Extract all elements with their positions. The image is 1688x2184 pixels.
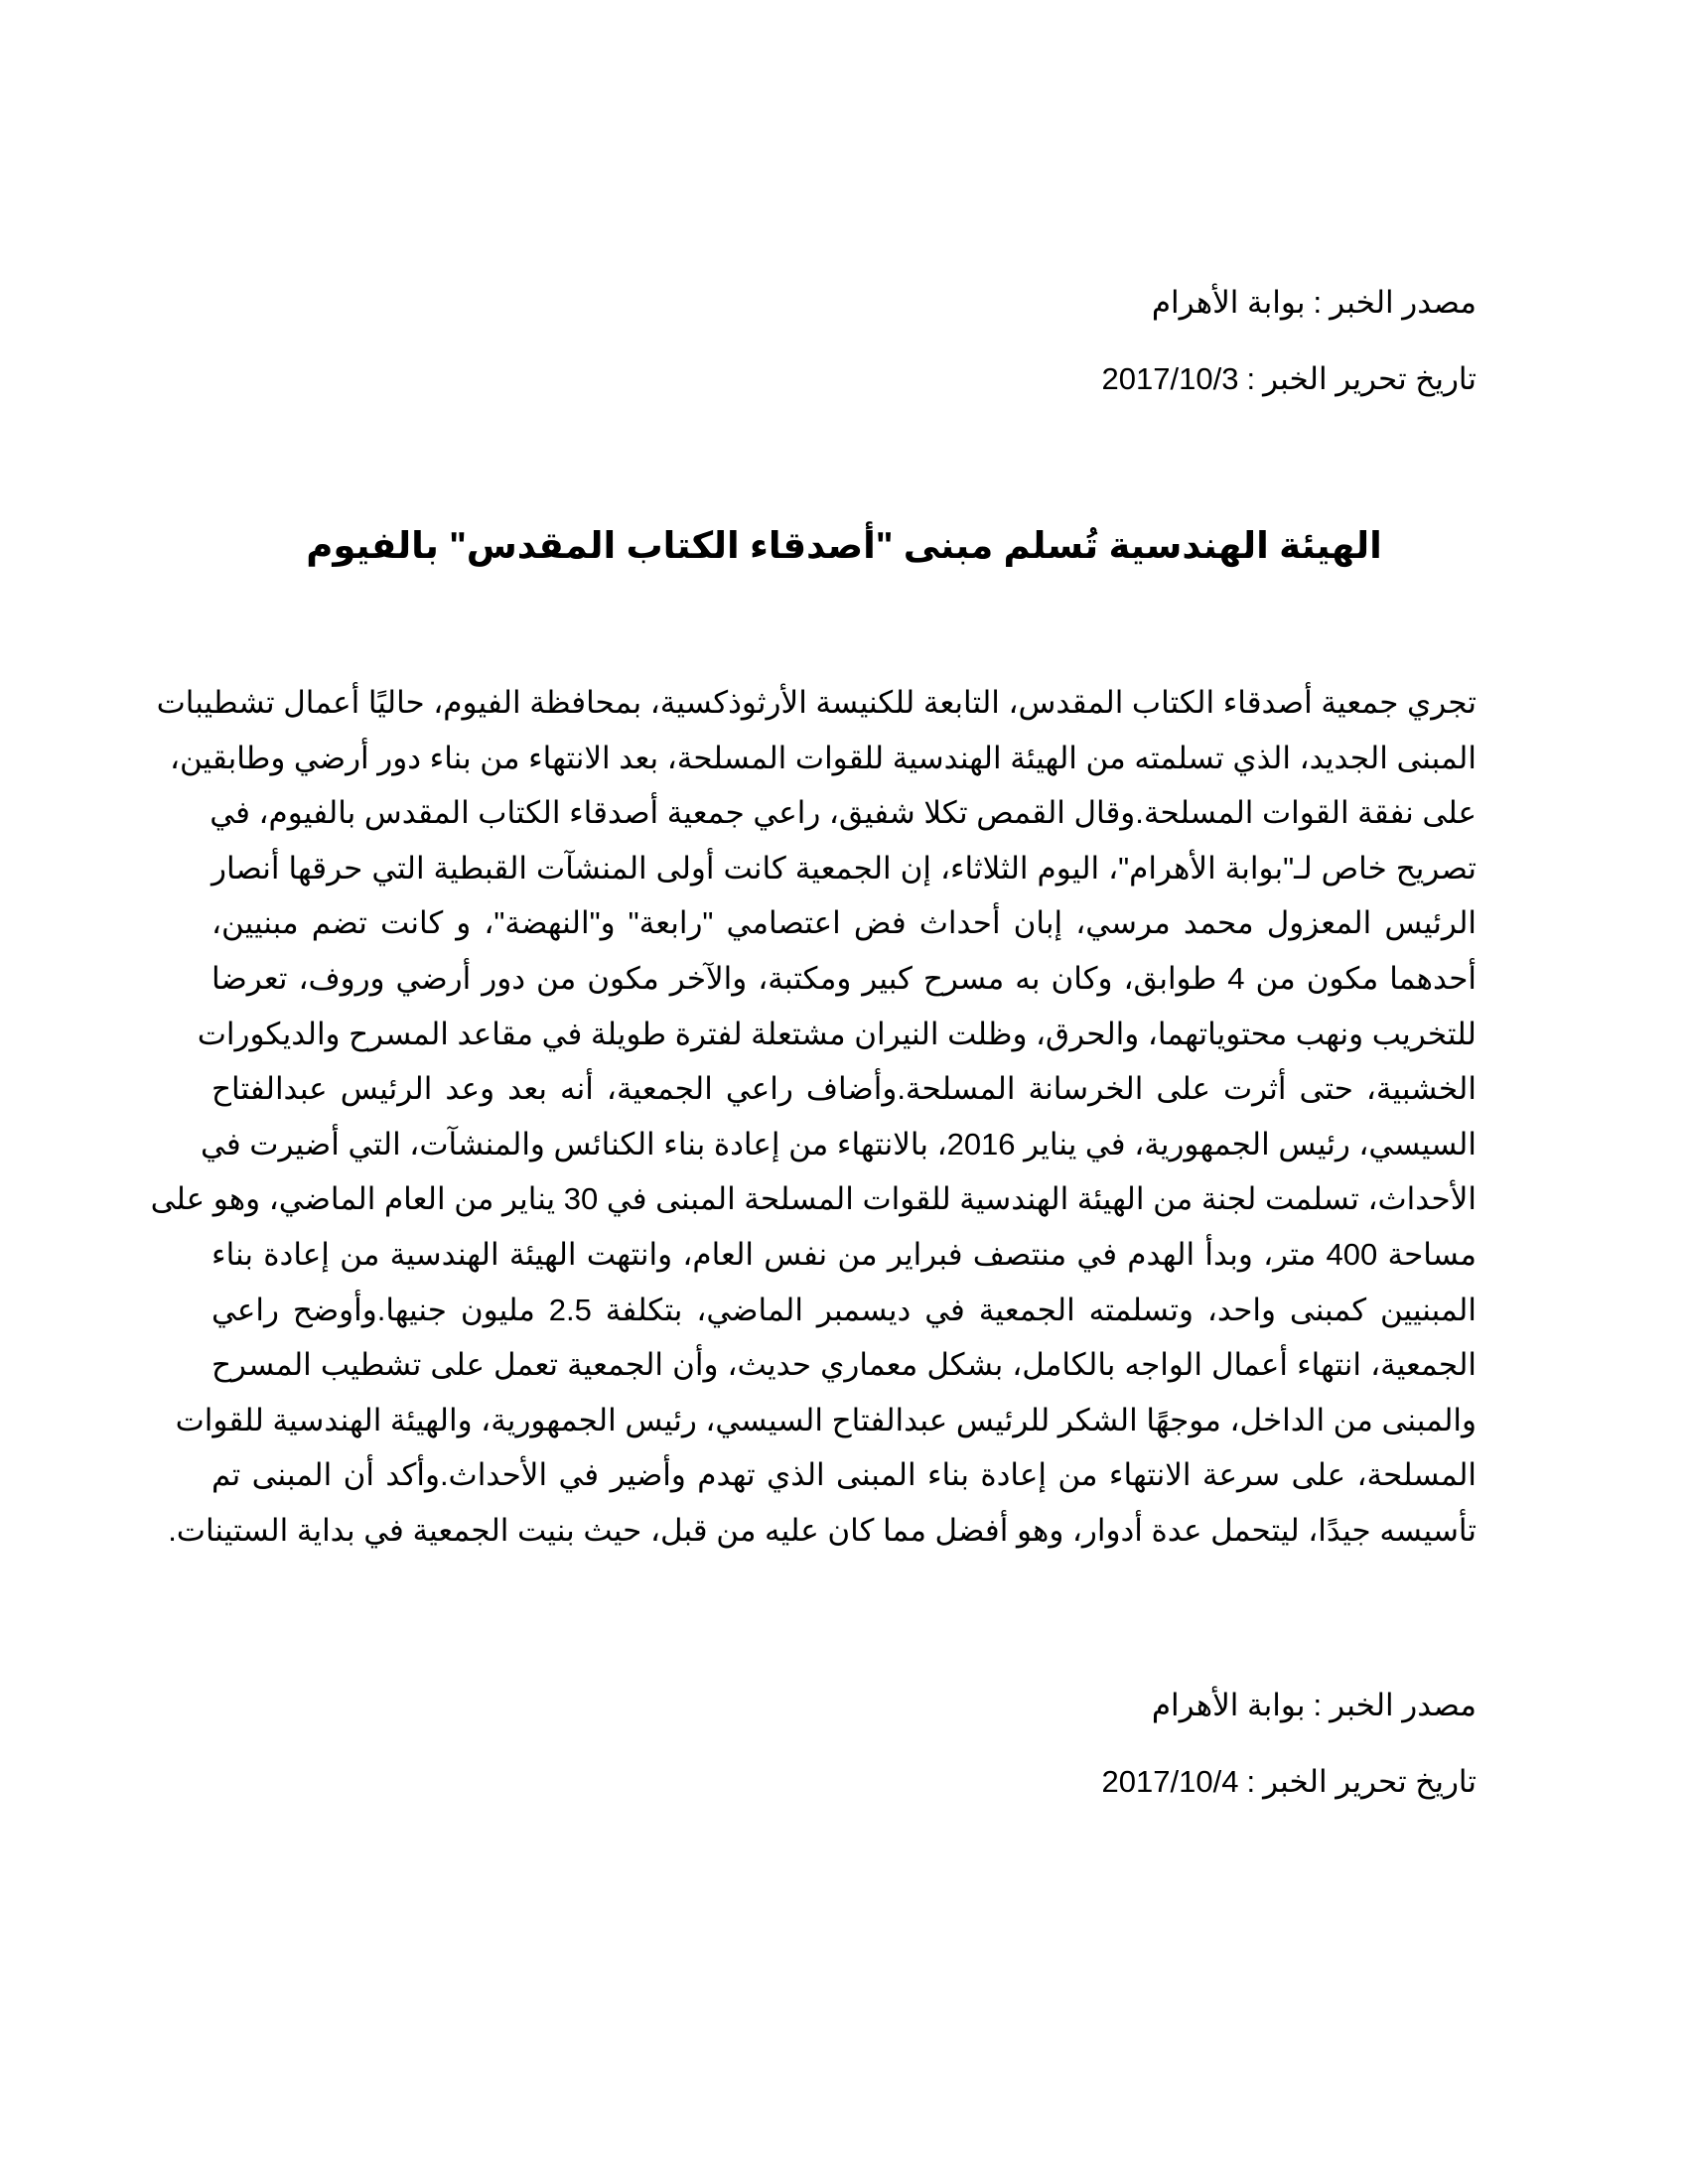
footer-date-label: تاريخ تحرير الخبر	[1263, 1764, 1477, 1799]
header-date-value: 2017/10/3	[1101, 361, 1239, 396]
footer-date-line	[1102, 1762, 1477, 1802]
header-source-line	[1152, 283, 1477, 323]
article-body-line: على نفقة القوات المسلحة.وقال القمص تكلا شفيق، راعي جمعية أصدقاء الكتاب المقدس بالفيوم، في	[210, 795, 1477, 831]
header-date-separator: :	[1246, 361, 1256, 396]
article-body-line: تصريح خاص لـ"بوابة الأهرام"، اليوم الثلاثاء، إن الجمعية كانت أولى المنشآت القبطية التي حرقها أنصار	[211, 850, 1477, 886]
header-source-value: بوابة الأهرام	[1151, 285, 1306, 320]
article-body-line: المبنيين كمبنى واحد، وتسلمته الجمعية في ديسمبر الماضي، بتكلفة 2.5 مليون جنيها.وأوضح راعي	[211, 1292, 1477, 1327]
footer-source-line	[1152, 1686, 1477, 1725]
footer-source-separator: :	[1313, 1688, 1323, 1722]
footer-source-value: بوابة الأهرام	[1151, 1688, 1306, 1722]
article-body-line: مساحة 400 متر، وبدأ الهدم في منتصف فبراير من نفس العام، وانتهت الهيئة الهندسية من إعادة بناء	[211, 1236, 1477, 1272]
article-title: الهيئة الهندسية تُسلم مبنى "أصدقاء الكتاب المقدس" بالفيوم	[306, 525, 1382, 566]
article-body-line: أحدهما مكون من 4 طوابق، وكان به مسرح كبير ومكتبة، والآخر مكون من دور أرضي وروف، تعرضا	[211, 960, 1477, 996]
article-body-line: الأحداث، تسلمت لجنة من الهيئة الهندسية للقوات المسلحة المبنى في 30 يناير من العام الماضي، وهو على	[150, 1181, 1477, 1217]
article-body-line: والمبنى من الداخل، موجهًا الشكر للرئيس عبدالفتاح السيسي، رئيس الجمهورية، والهيئة الهندسية للقوات	[175, 1402, 1477, 1437]
header-date-line	[1102, 359, 1477, 399]
footer-source-label: مصدر الخبر	[1330, 1688, 1477, 1722]
article-body-line: الجمعية، انتهاء أعمال الواجه بالكامل، بشكل معماري حديث، وأن الجمعية تعمل على تشطيب المسرح	[211, 1347, 1477, 1383]
article-body-line: الخشبية، حتى أثرت على الخرسانة المسلحة.وأضاف راعي الجمعية، أنه بعد وعد الرئيس عبدالفتاح	[211, 1071, 1477, 1107]
footer-date-separator: :	[1246, 1764, 1256, 1799]
footer-date-value: 2017/10/4	[1101, 1764, 1239, 1799]
article-body-line: الرئيس المعزول محمد مرسي، إبان أحداث فض اعتصامي "رابعة" و"النهضة"، و كانت تضم مبنيين،	[211, 905, 1477, 941]
article-body-line: المبنى الجديد، الذي تسلمته من الهيئة الهندسية للقوات المسلحة، بعد الانتهاء من بناء دور أرضي وطابقين،	[169, 740, 1477, 775]
header-source-separator: :	[1313, 285, 1323, 320]
article-body-line: المسلحة، على سرعة الانتهاء من إعادة بناء المبنى الذي تهدم وأضير في الأحداث.وأكد أن المبنى تم	[211, 1457, 1477, 1493]
article-body-line: للتخريب ونهب محتوياتهما، والحرق، وظلت النيران مشتعلة لفترة طويلة في مقاعد المسرح والديكورات	[197, 1016, 1477, 1051]
article-body-line: السيسي، رئيس الجمهورية، في يناير 2016، بالانتهاء من إعادة بناء الكنائس والمنشآت، التي أضيرت في	[200, 1126, 1477, 1161]
header-date-label: تاريخ تحرير الخبر	[1263, 361, 1477, 396]
article-body	[150, 675, 1477, 1559]
article-body-line: تجري جمعية أصدقاء الكتاب المقدس، التابعة للكنيسة الأرثوذكسية، بمحافظة الفيوم، حاليًا أعمال تشطيبات	[156, 685, 1477, 720]
header-source-label: مصدر الخبر	[1330, 285, 1477, 320]
article-body-line: تأسيسه جيدًا، ليتحمل عدة أدوار، وهو أفضل مما كان عليه من قبل، حيث بنيت الجمعية في بداية الستينات.	[168, 1512, 1477, 1548]
